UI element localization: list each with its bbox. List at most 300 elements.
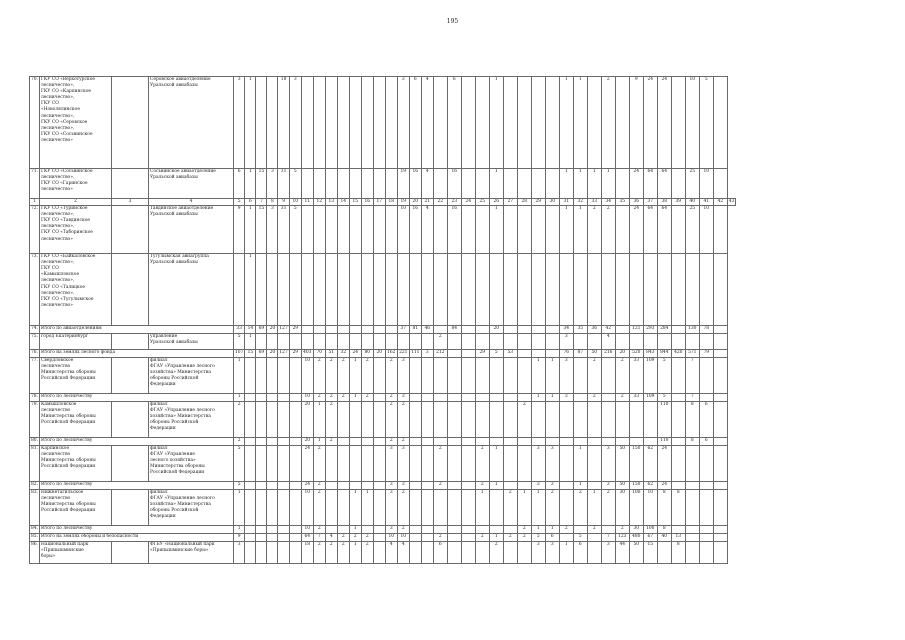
value-cell [267,358,278,394]
value-cell: 1 [245,77,256,169]
header-cell: 28 [517,199,531,206]
value-cell [361,326,373,334]
value-cell [289,490,301,526]
value-cell [373,438,385,446]
value-cell [475,77,489,169]
value-cell [267,490,278,526]
value-cell [475,438,489,446]
value-cell: 844 [657,350,671,358]
value-cell [559,482,573,490]
value-cell [461,350,475,358]
value-cell: 1 [573,206,587,254]
value-cell: 9 [234,534,245,542]
value-cell [278,534,289,542]
header-cell: 18 [385,199,397,206]
value-cell: 8 [671,542,685,564]
value-cell [671,482,685,490]
value-cell: 2 [587,394,601,402]
forestry-name: ГКУ СО «Туринское лесничество», ГКУ СО «Тавдинское лесничество», ГКУ СО «Таборинское лесничество» [40,206,112,254]
value-cell [313,206,325,254]
value-cell [289,254,301,326]
value-cell: 2 [475,482,489,490]
value-cell [699,334,713,350]
value-cell [373,526,385,534]
value-cell [409,482,421,490]
value-cell [397,334,409,350]
value-cell [256,402,267,438]
value-cell: 64 [643,169,657,199]
table-row [30,77,736,169]
value-cell: 123 [615,534,629,542]
value-cell: 5 [234,334,245,350]
value-cell: 84 [447,326,461,334]
value-cell: 1 [234,490,245,526]
value-cell: 5 [289,206,301,254]
value-cell: 2 [615,526,629,534]
value-cell [267,446,278,482]
value-cell [475,169,489,199]
value-cell: 1 [234,358,245,394]
total-row [30,438,736,446]
value-cell [671,77,685,169]
value-cell [461,254,475,326]
table-row [30,169,736,199]
value-cell [713,358,727,394]
value-cell: 2 [337,542,349,564]
value-cell [409,394,421,402]
value-cell [256,542,267,564]
value-cell [503,206,517,254]
value-cell [643,438,657,446]
value-cell [587,402,601,438]
value-cell: 2 [503,534,517,542]
value-cell: 18 [278,77,289,169]
value-cell [615,254,629,326]
value-cell [573,438,587,446]
value-cell [461,526,475,534]
value-cell [489,334,503,350]
value-cell: 40 [657,534,671,542]
value-cell [685,526,699,534]
header-cell: 11 [301,199,313,206]
value-cell: 480 [629,534,643,542]
header-cell: 7 [256,199,267,206]
value-cell: 62 [643,482,657,490]
repeated-header-row [30,199,736,206]
value-cell: 18 [301,542,313,564]
value-cell [713,77,727,169]
value-cell [349,402,361,438]
value-cell: 4 [325,534,337,542]
value-cell [517,358,531,394]
value-cell [245,526,256,534]
value-cell [447,402,461,438]
row-number: 80. [30,438,40,446]
header-cell: 33 [587,199,601,206]
value-cell: 2 [361,358,373,394]
value-cell: 1 [559,77,573,169]
header-cell: 19 [397,199,409,206]
value-cell: 2 [397,526,409,534]
value-cell [447,542,461,564]
value-cell [587,254,601,326]
value-cell: 10 [685,77,699,169]
column-3-cell [112,254,149,326]
value-cell [409,438,421,446]
value-cell: 31 [278,206,289,254]
value-cell: 7 [685,394,699,402]
value-cell [256,77,267,169]
value-cell [267,526,278,534]
value-cell [503,482,517,490]
value-cell: 15 [643,542,657,564]
value-cell: 5 [657,358,671,394]
value-cell [629,438,643,446]
value-cell: 2 [361,542,373,564]
value-cell [361,169,373,199]
value-cell [349,438,361,446]
value-cell [671,446,685,482]
value-cell [289,482,301,490]
value-cell [421,534,433,542]
value-cell: 121 [629,326,643,334]
forestry-name: город Екатеринбург [40,334,112,350]
value-cell: 2 [475,534,489,542]
value-cell [245,534,256,542]
value-cell [601,438,615,446]
value-cell: 35 [573,326,587,334]
value-cell [671,402,685,438]
value-cell: 25 [685,206,699,254]
value-cell [301,169,313,199]
value-cell [657,334,671,350]
value-cell [489,526,503,534]
value-cell: 10 [397,206,409,254]
value-cell [601,394,615,402]
value-cell [447,254,461,326]
value-cell: 2 [475,446,489,482]
value-cell: 1 [349,526,361,534]
value-cell [587,334,601,350]
value-cell [447,482,461,490]
value-cell [421,542,433,564]
value-cell [615,438,629,446]
value-cell [447,534,461,542]
value-cell [461,438,475,446]
value-cell [699,534,713,542]
header-cell: 3 [112,199,149,206]
value-cell [289,402,301,438]
value-cell: 111 [409,350,421,358]
value-cell: 50 [615,446,629,482]
value-cell [289,534,301,542]
header-cell: 6 [245,199,256,206]
value-cell [256,334,267,350]
value-cell: 2 [385,402,397,438]
header-cell: 23 [447,199,461,206]
value-cell [699,490,713,526]
value-cell [337,326,349,334]
header-cell: 30 [545,199,559,206]
value-cell: 3 [559,394,573,402]
value-cell [559,438,573,446]
value-cell: 2 [313,542,325,564]
value-cell [447,358,461,394]
value-cell [385,77,397,169]
value-cell [713,534,727,542]
value-cell [256,394,267,402]
value-cell [713,542,727,564]
table-row [30,206,736,254]
aviation-unit: филиал ФГАУ «Управление лесного хозяйства» Министерства обороны Российской Федерации [149,490,234,526]
value-cell [713,482,727,490]
value-cell: 1 [559,542,573,564]
value-cell [349,77,361,169]
value-cell: 1 [245,334,256,350]
total-label: Итого на землях обороны и безопасности [40,534,234,542]
value-cell: 9 [629,77,643,169]
value-cell [615,402,629,438]
aviation-unit: филиал ФГАУ «Управление лесного хозяйства» Министерства обороны Российской Федерации [149,446,234,482]
aviation-unit: филиал ФГАУ «Управление лесного хозяйства» Министерства обороны Российской Федерации [149,358,234,394]
value-cell [713,334,727,350]
value-cell: 7 [685,358,699,394]
value-cell: 221 [397,350,409,358]
value-cell [278,446,289,482]
value-cell [559,490,573,526]
column-3-cell [112,334,149,350]
value-cell [373,206,385,254]
value-cell: 1 [361,490,373,526]
value-cell: 3 [397,482,409,490]
value-cell: 6 [234,169,245,199]
value-cell: 1 [531,358,545,394]
value-cell: 1 [545,394,559,402]
value-cell: 403 [301,350,313,358]
value-cell [461,358,475,394]
header-cell: 26 [489,199,503,206]
value-cell: 8 [671,490,685,526]
row-number: 84. [30,526,40,534]
value-cell [447,446,461,482]
value-cell [433,490,447,526]
aviation-unit: филиал ФГАУ «Управление лесного хозяйства» Министерства обороны Российской Федерации [149,402,234,438]
value-cell [325,254,337,326]
value-cell: 109 [643,394,657,402]
value-cell [421,490,433,526]
value-cell: 20 [301,402,313,438]
value-cell: 24 [657,482,671,490]
value-cell [685,446,699,482]
value-cell [573,254,587,326]
value-cell [699,482,713,490]
value-cell: 162 [385,350,397,358]
value-cell [313,326,325,334]
table-row [30,254,736,326]
column-3-cell [112,490,149,526]
header-cell: 17 [373,199,385,206]
value-cell: 3 [385,490,397,526]
value-cell: 15 [245,350,256,358]
value-cell [278,490,289,526]
total-label: Итого по лесничеству [40,526,234,534]
value-cell [409,254,421,326]
value-cell: 1 [313,438,325,446]
value-cell: 87 [573,350,587,358]
value-cell [671,526,685,534]
value-cell: 6 [433,542,447,564]
value-cell [373,446,385,482]
value-cell: 20 [267,350,278,358]
value-cell: 2 [587,206,601,254]
value-cell: 10 [301,490,313,526]
value-cell [337,334,349,350]
value-cell: 2 [325,542,337,564]
value-cell: 25 [685,169,699,199]
value-cell: 76 [559,350,573,358]
value-cell [278,482,289,490]
value-cell: 4 [421,206,433,254]
value-cell [245,438,256,446]
value-cell: 8 [685,438,699,446]
value-cell [517,438,531,446]
header-cell: 9 [278,199,289,206]
value-cell [587,482,601,490]
value-cell [699,394,713,402]
value-cell [671,169,685,199]
row-number: 71. [30,169,40,199]
row-number: 76. [30,350,40,358]
value-cell [503,394,517,402]
value-cell [503,254,517,326]
value-cell [373,534,385,542]
value-cell: 127 [278,326,289,334]
total-label: Итого по авиаотделениям [40,326,234,334]
value-cell [559,402,573,438]
value-cell [409,534,421,542]
value-cell: 2 [587,526,601,534]
total-label: Итого по лесничеству [40,394,234,402]
value-cell [301,77,313,169]
value-cell [409,402,421,438]
column-3-cell [112,169,149,199]
value-cell [421,402,433,438]
aviation-unit: Серовское авиаотделение Уральской авиабазы [149,77,234,169]
value-cell [361,402,373,438]
page-number: 195 [446,18,459,25]
value-cell: 1 [489,206,503,254]
value-cell: 33 [234,326,245,334]
value-cell: 34 [559,326,573,334]
value-cell: 2 [615,358,629,394]
value-cell [461,542,475,564]
value-cell [517,394,531,402]
value-cell [361,438,373,446]
value-cell: 67 [643,534,657,542]
value-cell: 1 [531,394,545,402]
value-cell [489,402,503,438]
value-cell [278,358,289,394]
value-cell [373,326,385,334]
value-cell: 14 [245,326,256,334]
row-number: 81. [30,446,40,482]
value-cell [545,254,559,326]
value-cell: 3 [559,358,573,394]
value-cell [573,358,587,394]
value-cell [289,358,301,394]
value-cell: 78 [699,326,713,334]
value-cell [361,446,373,482]
value-cell [433,358,447,394]
row-number: 75. [30,334,40,350]
value-cell [671,394,685,402]
value-cell: 5 [699,77,713,169]
value-cell: 4 [385,542,397,564]
value-cell [545,438,559,446]
value-cell: 1 [489,446,503,482]
value-cell [267,542,278,564]
value-cell: 5 [531,534,545,542]
value-cell: 3 [397,446,409,482]
value-cell [713,526,727,534]
value-cell: 2 [517,402,531,438]
value-cell [713,490,727,526]
value-cell [685,254,699,326]
header-cell: 40 [685,199,699,206]
value-cell: 6 [447,77,461,169]
value-cell [267,77,278,169]
value-cell [337,169,349,199]
header-cell: 14 [337,199,349,206]
value-cell [461,534,475,542]
value-cell: 69 [256,326,267,334]
header-cell: 35 [615,199,629,206]
value-cell [325,169,337,199]
header-cell: 34 [601,199,615,206]
value-cell [699,542,713,564]
value-cell: 1 [349,542,361,564]
value-cell [489,490,503,526]
header-cell: 22 [433,199,447,206]
value-cell [587,438,601,446]
value-cell [337,206,349,254]
aviation-unit: управление Уральской авиабазы [149,334,234,350]
value-cell: 1 [234,526,245,534]
value-cell [503,169,517,199]
value-cell: 3 [531,482,545,490]
value-cell: 24 [657,77,671,169]
value-cell: 1 [545,526,559,534]
value-cell: 3 [601,542,615,564]
value-cell: 127 [278,350,289,358]
value-cell: 1 [489,482,503,490]
value-cell: 3 [385,446,397,482]
header-cell: 31 [559,199,573,206]
value-cell: 3 [234,77,245,169]
value-cell [461,490,475,526]
value-cell [713,446,727,482]
value-cell [349,326,361,334]
value-cell [373,254,385,326]
value-cell [587,77,601,169]
value-cell [373,542,385,564]
value-cell [349,446,361,482]
value-cell [671,334,685,350]
value-cell: 16 [409,169,421,199]
value-cell [337,254,349,326]
value-cell [267,334,278,350]
value-cell: 1 [573,169,587,199]
